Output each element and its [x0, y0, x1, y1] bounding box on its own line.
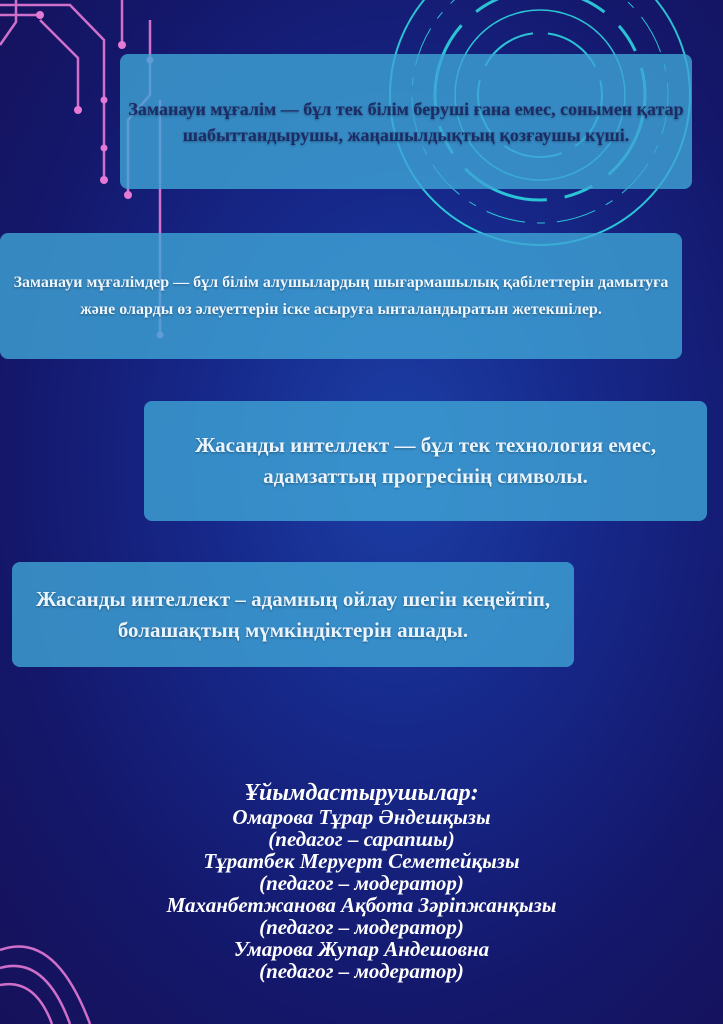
quote-text: Жасанды интеллект — бұл тек технология емес, адамзаттың прогресінің символы. [194, 433, 657, 488]
organizer-role: (педагог – модератор) [259, 871, 464, 895]
quote-card-ai-future [12, 562, 574, 667]
organizer-name: Тұратбек Меруерт Семетейқызы [203, 849, 520, 873]
organizer-name: Омарова Тұрар Әндешқызы [232, 805, 491, 829]
quote-text: Заманауи мұғалім — бұл тек білім беруші ғана емес, сонымен қатар шабыттандырушы, жаңашылдықтың қозғаушы күші. [128, 98, 684, 145]
organizers-heading: Ұйымдастырушылар: [244, 780, 479, 806]
quote-card-modern-teacher [120, 54, 692, 189]
quote-card-ai-symbol [144, 401, 707, 521]
quote-text: Жасанды интеллект – адамның ойлау шегін кеңейтіп, болашақтың мүмкіндіктерін ашады. [35, 586, 551, 642]
organizer-name: Маханбетжанова Ақбота Зәріпжанқызы [166, 893, 557, 917]
organizer-role: (педагог – модератор) [259, 915, 464, 939]
organizer-name: Умарова Жупар Андешовна [233, 937, 490, 961]
organizers-section [0, 780, 723, 982]
organizer-role: (педагог – сарапшы) [268, 827, 455, 851]
quote-text: Заманауи мұғалімдер — бұл білім алушылардың шығармашылық қабілеттерін дамытуға және оларды өз әлеуеттерін іске асыруға ынталандыратын жетекшілер. [13, 274, 669, 318]
quote-card-modern-teachers [0, 233, 682, 359]
organizer-role: (педагог – модератор) [259, 959, 464, 983]
